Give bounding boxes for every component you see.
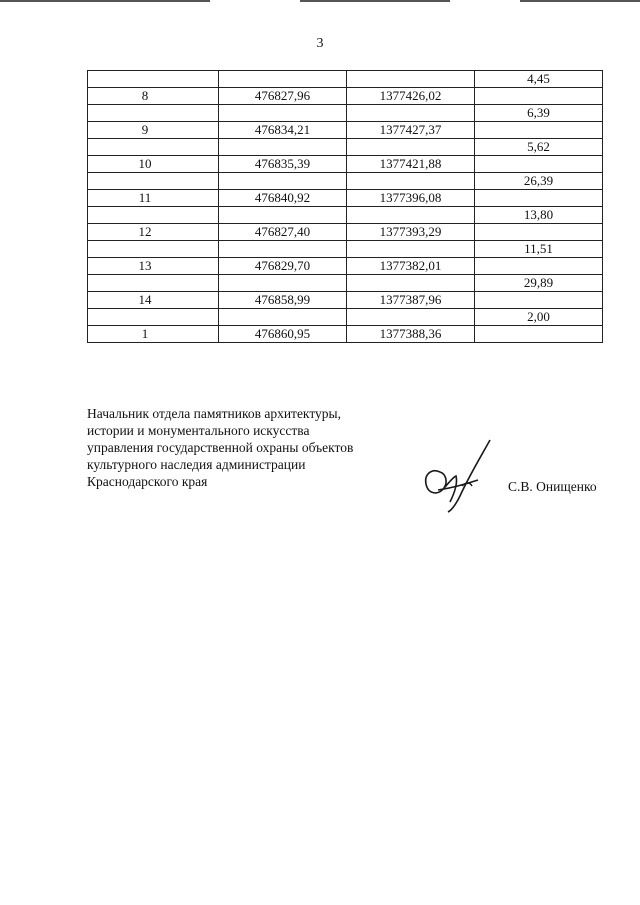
table-row [88,190,603,207]
table-row [88,224,603,241]
point-number-cell [88,122,219,139]
signatory-title [87,405,353,490]
y-coordinate-text: 1377382,01 [379,258,442,273]
scan-edge-line [520,0,640,2]
title-line: управления государственной охраны объектов [87,440,354,455]
x-coordinate-text: 476829,70 [254,258,311,273]
x-coordinate-cell [219,207,347,224]
distance-text: 4,45 [527,71,550,86]
point-number-cell [88,292,219,309]
x-coordinate-text: 476835,39 [254,156,311,171]
distance-cell [475,71,603,88]
y-coordinate-cell [347,207,475,224]
y-coordinate-text: 1377427,37 [379,122,442,137]
distance-cell [475,190,603,207]
x-coordinate-cell [219,156,347,173]
table-row [88,275,603,292]
distance-text: 11,51 [524,241,553,256]
table-row [88,326,603,343]
table-row [88,173,603,190]
distance-cell [475,224,603,241]
x-coordinate-cell [219,71,347,88]
x-coordinate-cell [219,224,347,241]
distance-cell [475,139,603,156]
y-coordinate-text: 1377388,36 [379,326,442,341]
point-number-cell [88,275,219,292]
point-number-text: 13 [138,258,152,273]
distance-cell [475,241,603,258]
distance-cell [475,309,603,326]
distance-text: 26,39 [523,173,554,188]
table-row [88,139,603,156]
y-coordinate-cell [347,122,475,139]
coordinates-table-body [88,71,603,343]
point-number-text: 11 [138,190,152,205]
table-row [88,292,603,309]
y-coordinate-cell [347,275,475,292]
handwritten-signature [418,438,498,514]
point-number-text: 1 [141,326,149,341]
y-coordinate-text: 1377393,29 [379,224,442,239]
distance-cell [475,292,603,309]
x-coordinate-text: 476827,96 [254,88,311,103]
table-row [88,71,603,88]
y-coordinate-text: 1377421,88 [379,156,442,171]
point-number-text: 9 [141,122,149,137]
distance-cell [475,156,603,173]
table-row [88,105,603,122]
distance-cell [475,207,603,224]
distance-text: 2,00 [527,309,550,324]
point-number-cell [88,71,219,88]
title-line: Краснодарского края [87,474,208,489]
x-coordinate-cell [219,139,347,156]
y-coordinate-cell [347,241,475,258]
y-coordinate-cell [347,71,475,88]
y-coordinate-cell [347,156,475,173]
y-coordinate-text: 1377387,96 [379,292,442,307]
y-coordinate-text: 1377396,08 [379,190,442,205]
x-coordinate-cell [219,326,347,343]
table-row [88,258,603,275]
point-number-text: 8 [141,88,149,103]
signer-name: С.В. Онищенко [508,479,597,494]
x-coordinate-cell [219,292,347,309]
point-number-cell [88,88,219,105]
table-row [88,309,603,326]
distance-cell [475,173,603,190]
point-number-cell [88,190,219,207]
distance-cell [475,326,603,343]
page-number: 3 [316,36,324,51]
point-number-cell [88,105,219,122]
point-number-cell [88,173,219,190]
distance-cell [475,275,603,292]
table-row [88,156,603,173]
y-coordinate-text: 1377426,02 [379,88,442,103]
point-number-text: 10 [138,156,152,171]
x-coordinate-cell [219,88,347,105]
point-number-cell [88,258,219,275]
distance-text: 6,39 [527,105,550,120]
point-number-cell [88,309,219,326]
table-row [88,122,603,139]
table-row [88,207,603,224]
y-coordinate-cell [347,326,475,343]
distance-cell [475,122,603,139]
y-coordinate-cell [347,105,475,122]
distance-text: 29,89 [523,275,554,290]
y-coordinate-cell [347,309,475,326]
x-coordinate-cell [219,122,347,139]
title-line: истории и монументального искусства [87,423,310,438]
x-coordinate-text: 476834,21 [254,122,311,137]
y-coordinate-cell [347,292,475,309]
x-coordinate-cell [219,258,347,275]
point-number-text: 14 [138,292,152,307]
table-row [88,241,603,258]
x-coordinate-cell [219,105,347,122]
distance-cell [475,88,603,105]
point-number-cell [88,224,219,241]
title-line: культурного наследия администрации [87,457,306,472]
point-number-text: 12 [138,224,152,239]
scan-edge-line [300,0,450,2]
point-number-cell [88,207,219,224]
x-coordinate-text: 476860,95 [254,326,311,341]
y-coordinate-cell [347,224,475,241]
point-number-cell [88,139,219,156]
point-number-cell [88,156,219,173]
x-coordinate-cell [219,173,347,190]
distance-cell [475,105,603,122]
coordinates-table [87,70,603,343]
distance-text: 13,80 [523,207,554,222]
y-coordinate-cell [347,190,475,207]
y-coordinate-cell [347,88,475,105]
x-coordinate-text: 476858,99 [254,292,311,307]
point-number-cell [88,326,219,343]
x-coordinate-cell [219,241,347,258]
y-coordinate-cell [347,173,475,190]
distance-text: 5,62 [527,139,550,154]
x-coordinate-text: 476827,40 [254,224,311,239]
x-coordinate-text: 476840,92 [254,190,311,205]
y-coordinate-cell [347,258,475,275]
y-coordinate-cell [347,139,475,156]
x-coordinate-cell [219,190,347,207]
table-row [88,88,603,105]
distance-cell [475,258,603,275]
title-line: Начальник отдела памятников архитектуры, [87,406,341,421]
point-number-cell [88,241,219,258]
x-coordinate-cell [219,275,347,292]
scan-edge-line [0,0,210,2]
x-coordinate-cell [219,309,347,326]
